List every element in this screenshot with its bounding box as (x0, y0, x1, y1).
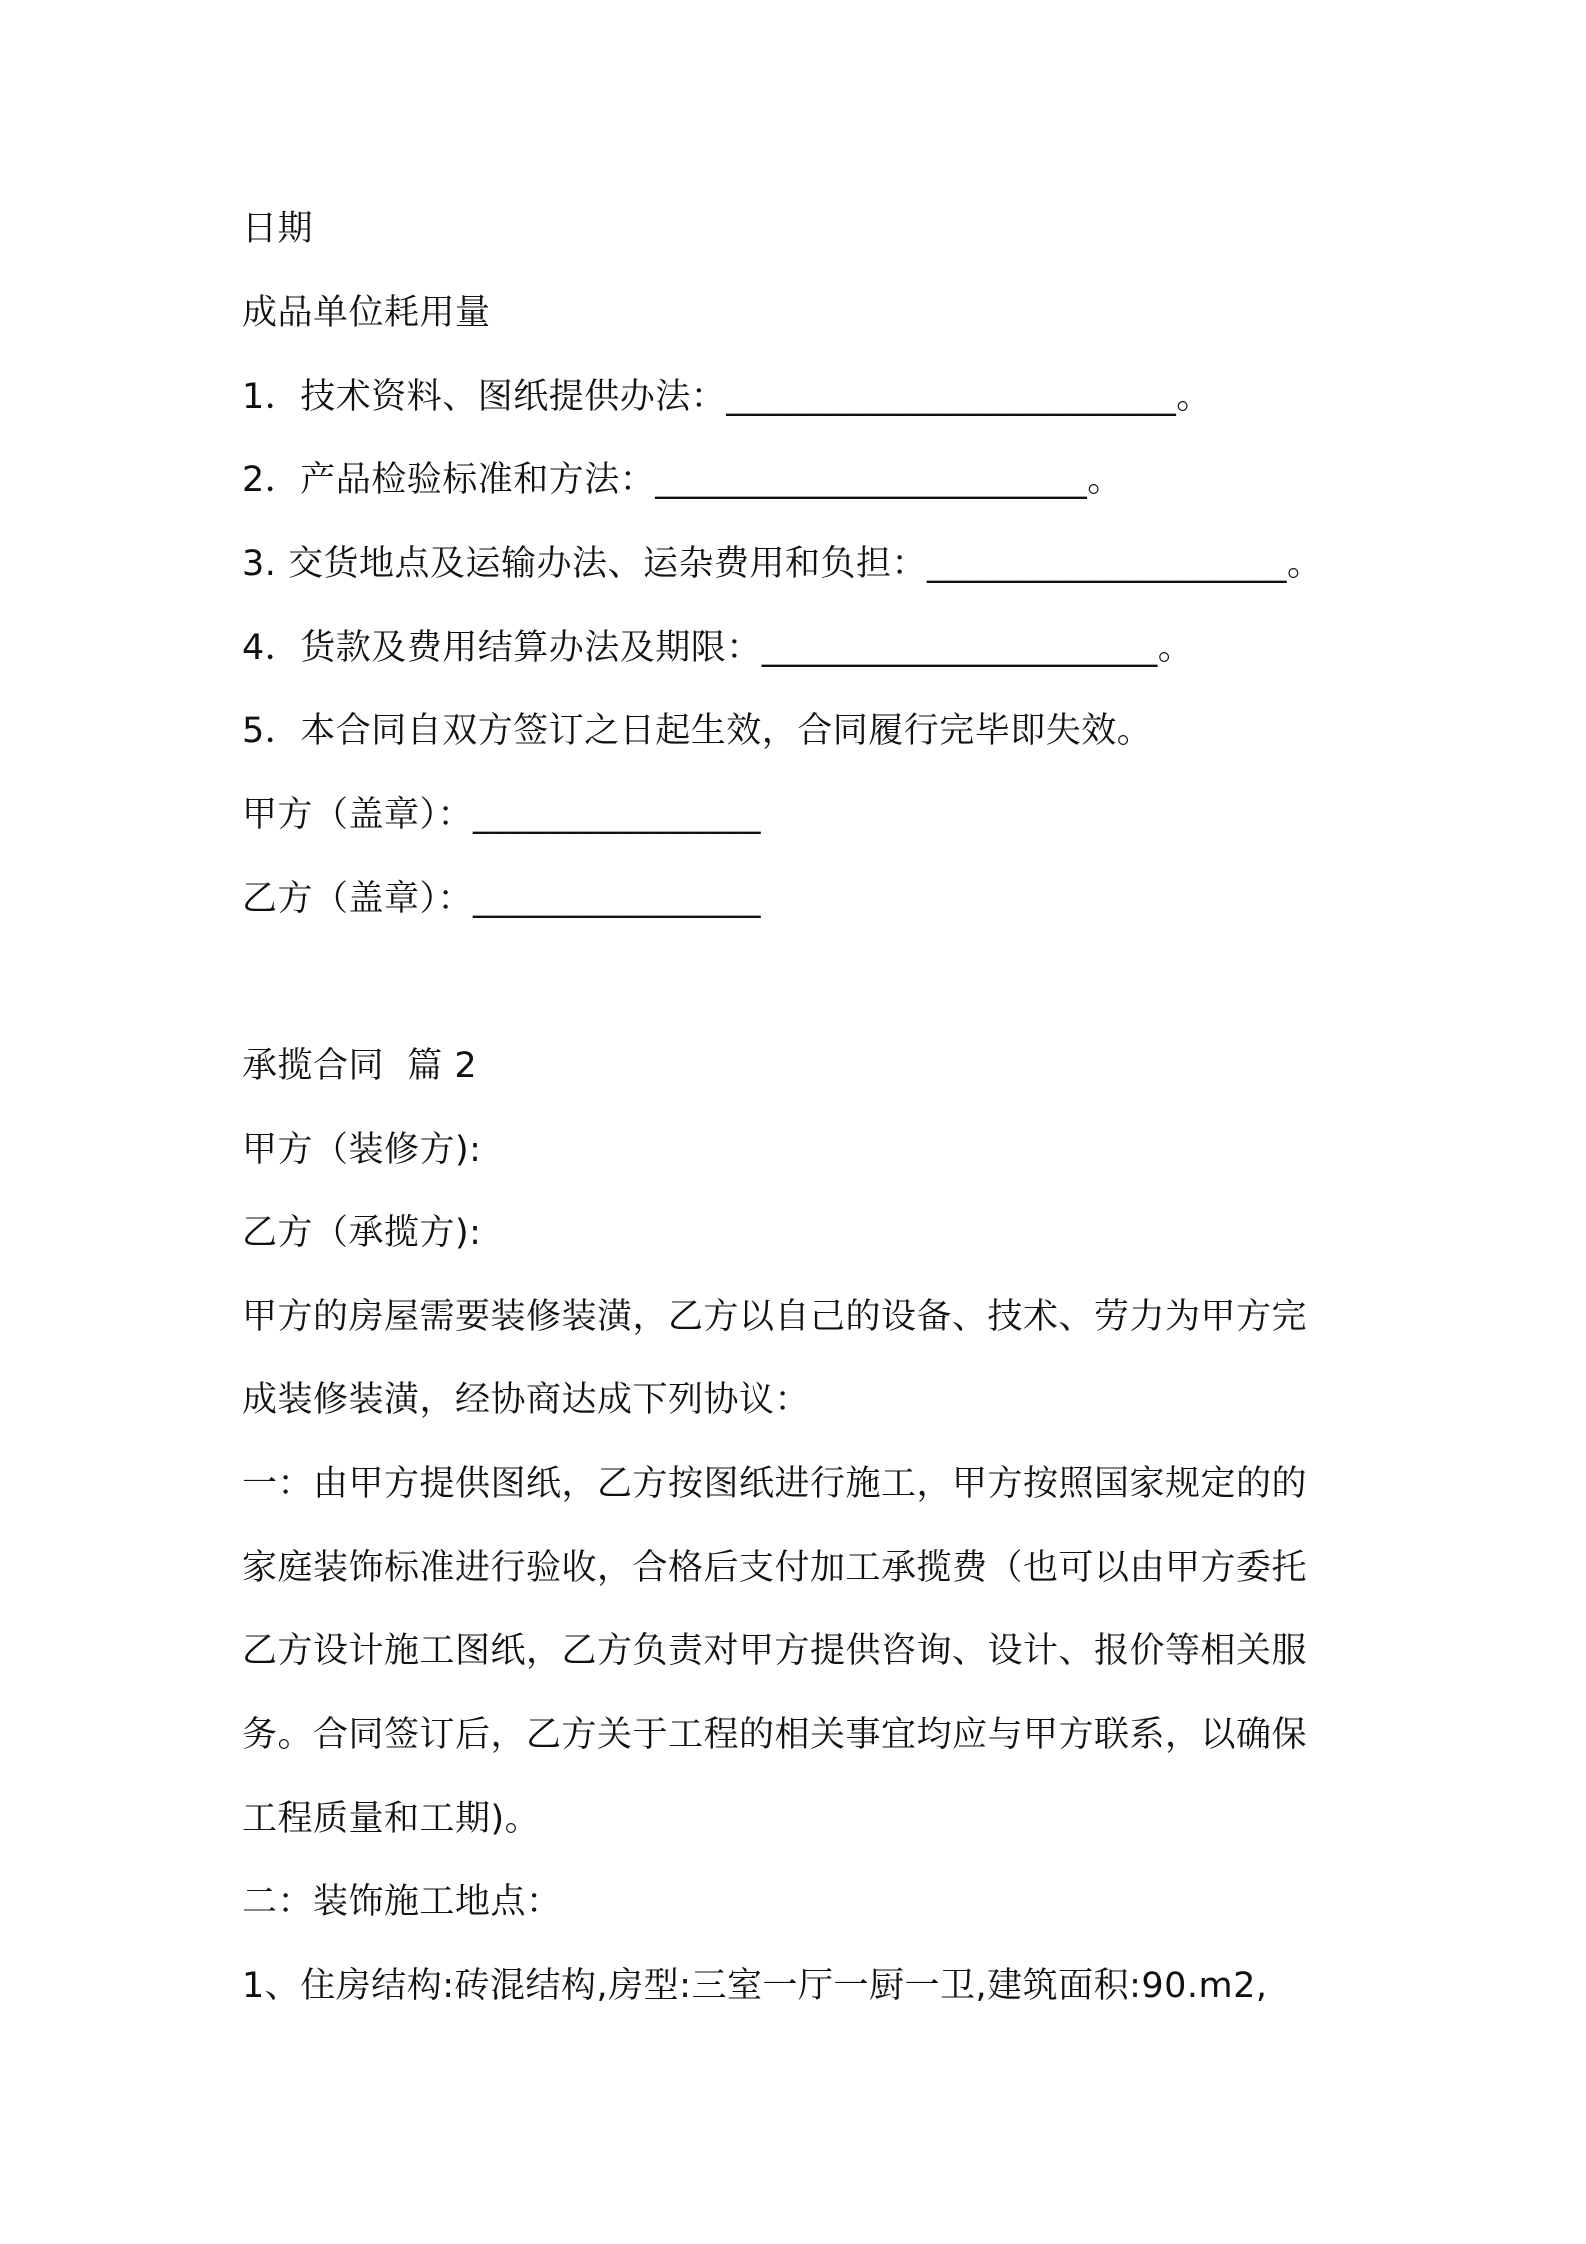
unit-consumption-label: 成品单位耗用量 (242, 293, 491, 333)
article-1-line-2: 家庭装饰标准进行验收，合格后支付加工承揽费（也可以由甲方委托 (242, 1548, 1308, 1588)
clause-4: 4．货款及费用结算办法及期限：______________________。 (242, 628, 1194, 668)
article-2-item-1: 1、住房结构:砖混结构,房型:三室一厅一厨一卫,建筑面积:90.m2, (242, 1966, 1268, 2006)
article-1-line-4: 务。合同签订后，乙方关于工程的相关事宜均应与甲方联系，以确保 (242, 1715, 1308, 1755)
party-a-label: 甲方（装修方): (242, 1130, 482, 1170)
clause-3: 3. 交货地点及运输办法、运杂费用和负担：____________________。 (242, 544, 1323, 584)
article-1-line-5: 工程质量和工期)。 (242, 1799, 541, 1839)
date-label: 日期 (242, 209, 314, 249)
clause-1: 1．技术资料、图纸提供办法：_________________________。 (242, 377, 1212, 417)
party-b-seal-line: 乙方（盖章）：________________ (242, 879, 762, 919)
party-a-seal-line: 甲方（盖章）：________________ (242, 795, 762, 835)
article-2-heading: 二：装饰施工地点： (242, 1882, 562, 1922)
section-2-title: 承揽合同 篇 2 (242, 1046, 478, 1086)
intro-line-2: 成装修装潢，经协商达成下列协议： (242, 1380, 811, 1420)
clause-2: 2．产品检验标准和方法：________________________。 (242, 460, 1123, 500)
article-1-line-1: 一：由甲方提供图纸，乙方按图纸进行施工，甲方按照国家规定的的 (242, 1464, 1308, 1504)
party-b-label: 乙方（承揽方): (242, 1213, 482, 1253)
article-1-line-3: 乙方设计施工图纸，乙方负责对甲方提供咨询、设计、报价等相关服 (242, 1631, 1308, 1671)
intro-line-1: 甲方的房屋需要装修装潢，乙方以自己的设备、技术、劳力为甲方完 (242, 1297, 1308, 1337)
clause-5: 5．本合同自双方签订之日起生效，合同履行完毕即失效。 (242, 711, 1153, 751)
